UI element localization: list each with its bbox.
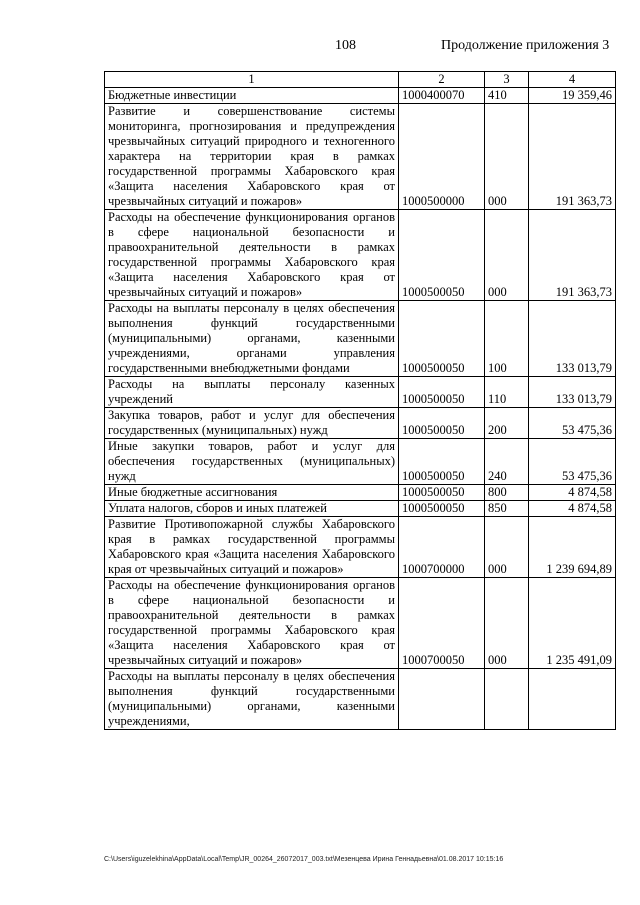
row-amount: 53 475,36 — [529, 408, 616, 439]
table-row — [105, 439, 616, 485]
row-amount: 4 874,58 — [529, 485, 616, 501]
row-amount: 191 363,73 — [529, 104, 616, 210]
row-expense-type: 800 — [485, 485, 529, 501]
row-description: Расходы на выплаты персоналу казенных учреждений — [105, 377, 399, 408]
row-description: Расходы на обеспечение функционирования органов в сфере национальной безопасности и правоохранительной деятельности в рамках государственной программы Хабаровского края «Защита населения Хабаровского края от чрезвычайных ситуаций и пожаров» — [105, 210, 399, 301]
file-path-footer: C:\Users\iguzelekhina\AppData\Local\Temp\JR_00264_26072017_003.txt\Мезенцева Ирина Геннадьевна\01.08.2017 10:15:16 — [104, 856, 504, 863]
column-header: 1 — [105, 72, 399, 88]
row-target-code: 1000500050 — [399, 301, 485, 377]
row-amount: 133 013,79 — [529, 301, 616, 377]
row-description: Расходы на выплаты персоналу в целях обеспечения выполнения функций государственными (муниципальными) органами, казенными учреждениями, органами управления государственными внебюджетными фондами — [105, 301, 399, 377]
row-expense-type: 850 — [485, 501, 529, 517]
row-expense-type: 240 — [485, 439, 529, 485]
page-number: 108 — [335, 38, 356, 53]
row-description: Расходы на обеспечение функционирования органов в сфере национальной безопасности и правоохранительной деятельности в рамках государственной программы Хабаровского края «Защита населения Хабаровского края от чрезвычайных ситуаций и пожаров» — [105, 578, 399, 669]
row-description: Развитие и совершенствование системы мониторинга, прогнозирования и предупреждения чрезвычайных ситуаций природного и техногенного характера на территории края в рамках государственной программы Хабаровского края «Защита населения Хабаровского края от чрезвычайных ситуаций и пожаров» — [105, 104, 399, 210]
row-expense-type: 000 — [485, 578, 529, 669]
row-target-code — [399, 669, 485, 730]
row-target-code: 1000700000 — [399, 517, 485, 578]
row-description: Расходы на выплаты персоналу в целях обеспечения выполнения функций государственными (муниципальными) органами, казенными учреждениями, — [105, 669, 399, 730]
table-row — [105, 669, 616, 730]
column-header: 3 — [485, 72, 529, 88]
column-number-row — [105, 72, 616, 88]
row-amount: 133 013,79 — [529, 377, 616, 408]
appendix-continuation-title: Продолжение приложения 3 — [441, 38, 610, 53]
table-row — [105, 88, 616, 104]
row-expense-type: 410 — [485, 88, 529, 104]
budget-table — [104, 71, 616, 730]
row-target-code: 1000700050 — [399, 578, 485, 669]
row-amount: 1 239 694,89 — [529, 517, 616, 578]
row-description: Развитие Противопожарной службы Хабаровского края в рамках государственной программы Хабаровского края «Защита населения Хабаровского края от чрезвычайных ситуаций и пожаров» — [105, 517, 399, 578]
table-row — [105, 104, 616, 210]
column-header: 2 — [399, 72, 485, 88]
table-row — [105, 210, 616, 301]
table-row — [105, 501, 616, 517]
row-expense-type: 000 — [485, 517, 529, 578]
row-amount: 53 475,36 — [529, 439, 616, 485]
row-expense-type: 100 — [485, 301, 529, 377]
table-row — [105, 517, 616, 578]
row-description: Иные закупки товаров, работ и услуг для обеспечения государственных (муниципальных) нужд — [105, 439, 399, 485]
row-target-code: 1000500050 — [399, 210, 485, 301]
column-header: 4 — [529, 72, 616, 88]
row-description: Уплата налогов, сборов и иных платежей — [105, 501, 399, 517]
row-target-code: 1000500000 — [399, 104, 485, 210]
table-row — [105, 377, 616, 408]
row-amount — [529, 669, 616, 730]
row-target-code: 1000400070 — [399, 88, 485, 104]
row-expense-type: 200 — [485, 408, 529, 439]
row-target-code: 1000500050 — [399, 501, 485, 517]
row-expense-type — [485, 669, 529, 730]
row-target-code: 1000500050 — [399, 377, 485, 408]
table-row — [105, 408, 616, 439]
row-amount: 19 359,46 — [529, 88, 616, 104]
row-target-code: 1000500050 — [399, 485, 485, 501]
row-expense-type: 110 — [485, 377, 529, 408]
row-amount: 1 235 491,09 — [529, 578, 616, 669]
row-description: Бюджетные инвестиции — [105, 88, 399, 104]
table-row — [105, 578, 616, 669]
table-row — [105, 301, 616, 377]
row-expense-type: 000 — [485, 104, 529, 210]
row-description: Иные бюджетные ассигнования — [105, 485, 399, 501]
table-row — [105, 485, 616, 501]
row-expense-type: 000 — [485, 210, 529, 301]
row-description: Закупка товаров, работ и услуг для обеспечения государственных (муниципальных) нужд — [105, 408, 399, 439]
row-target-code: 1000500050 — [399, 408, 485, 439]
row-amount: 191 363,73 — [529, 210, 616, 301]
row-amount: 4 874,58 — [529, 501, 616, 517]
row-target-code: 1000500050 — [399, 439, 485, 485]
